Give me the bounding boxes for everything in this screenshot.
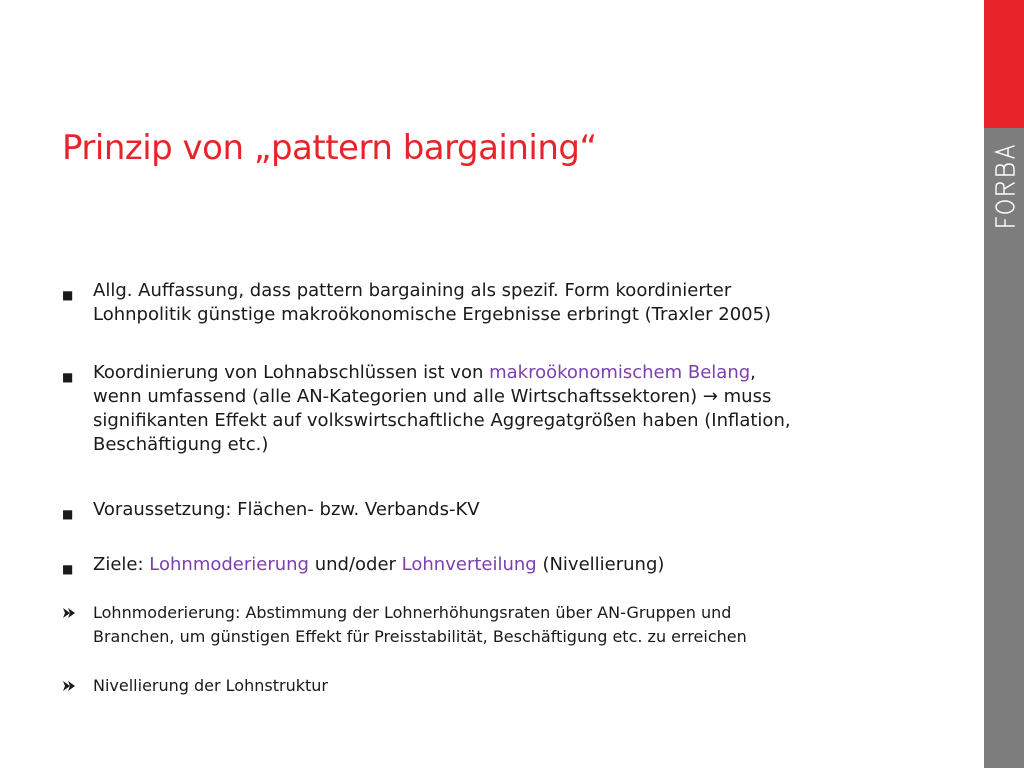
text-segment: , [750, 362, 756, 383]
forba-logo [984, 128, 1024, 238]
square-bullet-icon: ■ [62, 288, 74, 302]
text-segment: Koordinierung von Lohnabschlüssen ist von [93, 362, 490, 383]
highlight-term: Lohnmoderierung [149, 554, 309, 575]
arrow-bullet-icon [62, 680, 82, 692]
text-segment: und/oder [309, 554, 402, 575]
highlight-term: Lohnverteilung [401, 554, 537, 575]
bullet-item [62, 553, 962, 577]
text-segment: (Nivellierung) [536, 554, 665, 575]
bullet-item [62, 498, 962, 522]
bullet-line: signifikanten Effekt auf volkswirtschaftliche Aggregatgrößen haben (Inflation, [93, 410, 791, 431]
bullet-line: Allg. Auffassung, dass pattern bargaining als spezif. Form koordinierter [93, 280, 732, 301]
bullet-line: Beschäftigung etc.) [93, 434, 269, 455]
bullet-line [93, 361, 962, 385]
bullet-item [62, 279, 962, 327]
square-bullet-icon: ■ [62, 507, 74, 521]
bullet-item [62, 361, 962, 457]
bullet-line: Lohnpolitik günstige makroökonomische Ergebnisse erbringt (Traxler 2005) [93, 304, 772, 325]
bullet-line: Branchen, um günstigen Effekt für Preisstabilität, Beschäftigung etc. zu erreichen [93, 627, 747, 646]
bullet-line: Voraussetzung: Flächen- bzw. Verbands-KV [93, 499, 480, 520]
bullet-line: wenn umfassend (alle AN-Kategorien und alle Wirtschaftssektoren) → muss [93, 386, 772, 407]
bullet-line [93, 553, 962, 577]
sub-bullet-item [62, 601, 962, 649]
sidebar-accent-red [984, 0, 1024, 128]
slide-title: Prinzip von „pattern bargaining“ [62, 128, 597, 168]
square-bullet-icon: ■ [62, 370, 74, 384]
bullet-line: Nivellierung der Lohnstruktur [93, 676, 328, 695]
highlight-term: makroökonomischem Belang [489, 362, 751, 383]
arrow-bullet-icon [62, 607, 82, 619]
bullet-line: Lohnmoderierung: Abstimmung der Lohnerhöhungsraten über AN-Gruppen und [93, 603, 732, 622]
text-segment: Ziele: [93, 554, 150, 575]
sub-bullet-item [62, 674, 962, 698]
square-bullet-icon: ■ [62, 562, 74, 576]
